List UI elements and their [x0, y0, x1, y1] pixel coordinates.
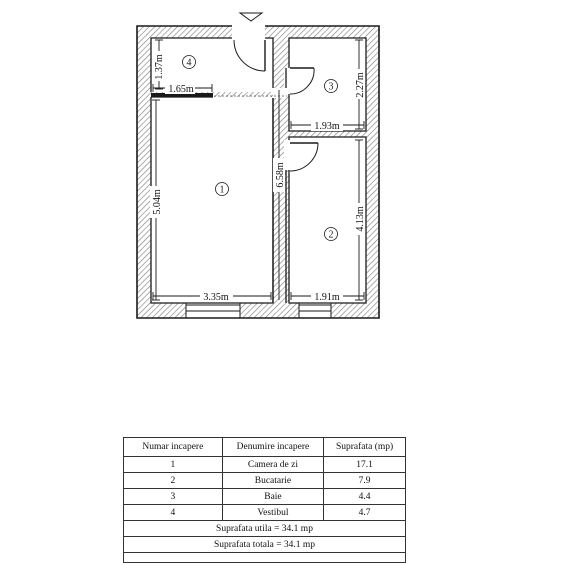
room-marker-1 — [216, 183, 229, 196]
dim-total-height: 6.58m — [275, 162, 286, 188]
svg-text:4: 4 — [186, 57, 192, 69]
svg-text:2: 2 — [328, 229, 334, 241]
cell-name: Vestibul — [222, 505, 324, 521]
dim-vestibul-width: 1.65m — [168, 84, 194, 95]
dim-bath-width: 1.93m — [314, 121, 340, 132]
cell-number: 1 — [124, 457, 223, 473]
table-row-cut-off — [124, 553, 406, 563]
table-row — [124, 505, 406, 521]
usable-area-row — [124, 521, 406, 537]
cell-name: Baie — [222, 489, 324, 505]
cell-area: 4.7 — [324, 505, 406, 521]
cell-number: 4 — [124, 505, 223, 521]
total-area-row — [124, 537, 406, 553]
cell-number: 2 — [124, 473, 223, 489]
dim-living-height: 5.04m — [152, 189, 163, 215]
dim-kitchen-height: 4.13m — [355, 206, 366, 232]
table-row — [124, 473, 406, 489]
dim-kitchen-width: 1.91m — [314, 292, 340, 303]
cell-number: 3 — [124, 489, 223, 505]
cell-area: 4.4 — [324, 489, 406, 505]
table-row — [124, 489, 406, 505]
room-marker-4 — [183, 56, 196, 69]
cell-name: Camera de zi — [222, 457, 324, 473]
cell-area: 7.9 — [324, 473, 406, 489]
room-marker-3 — [325, 80, 338, 93]
col-header-name: Denumire incapere — [222, 438, 324, 457]
dim-vestibul-height: 1.37m — [154, 54, 165, 80]
col-header-number: Numar incapere — [124, 438, 223, 457]
total-area-total: Suprafata totala = 34.1 mp — [124, 537, 406, 553]
svg-text:3: 3 — [328, 81, 334, 93]
usable-area-total: Suprafata utila = 34.1 mp — [124, 521, 406, 537]
dim-living-width: 3.35m — [203, 292, 229, 303]
svg-text:1: 1 — [219, 184, 225, 196]
room-marker-2 — [325, 228, 338, 241]
room-area-table — [123, 437, 406, 563]
dim-bath-height: 2.27m — [355, 72, 366, 98]
table-row — [124, 457, 406, 473]
cell-name: Bucatarie — [222, 473, 324, 489]
cell-area: 17.1 — [324, 457, 406, 473]
table-header-row — [124, 438, 406, 457]
col-header-area: Suprafata (mp) — [324, 438, 406, 457]
